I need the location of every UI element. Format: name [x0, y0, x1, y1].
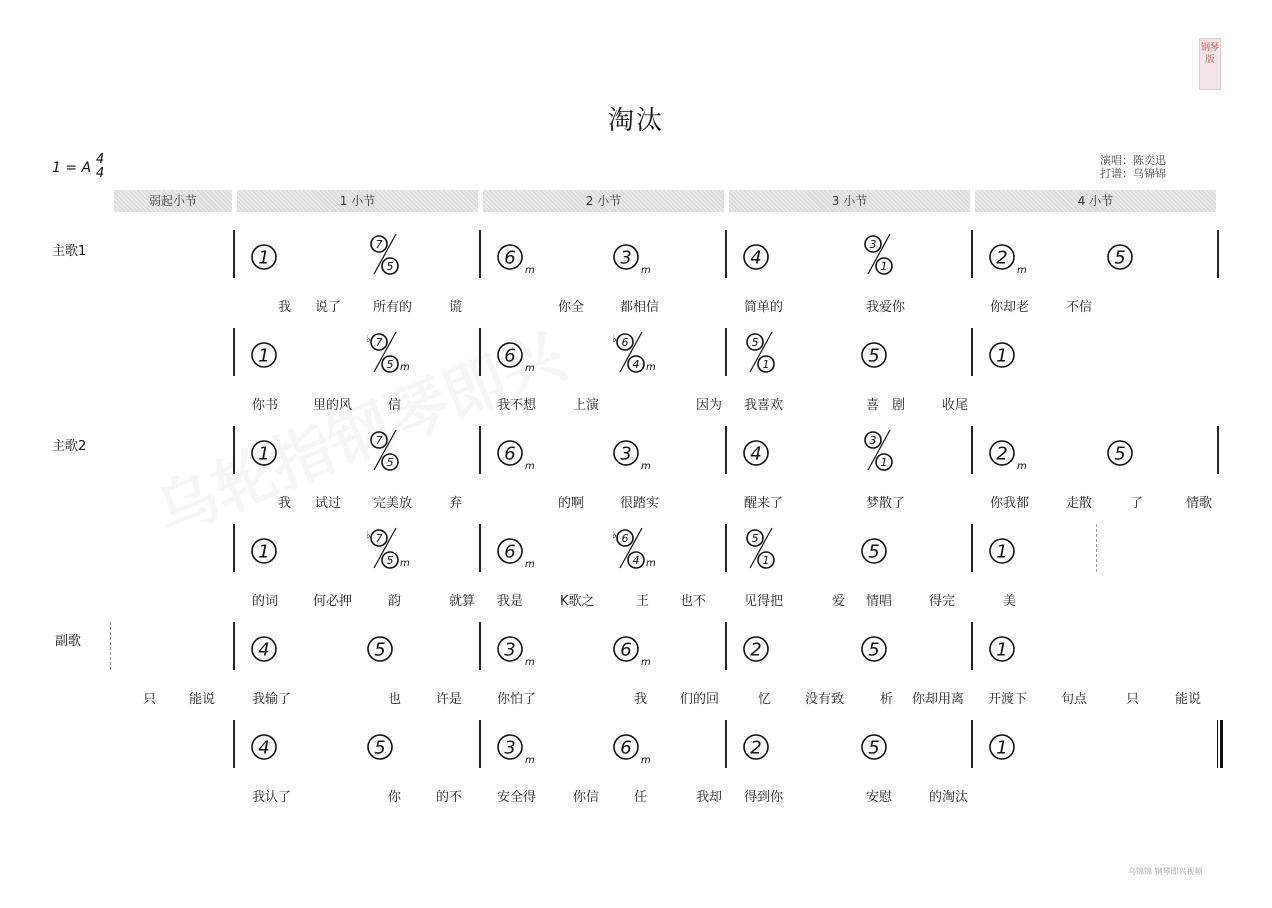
chord-3-2-root-number: 6: [504, 541, 516, 563]
chord-glyph: [986, 720, 1046, 768]
chord-glyph: [494, 426, 554, 474]
barline: [479, 720, 481, 768]
barline: [971, 230, 973, 278]
lyric-word: 谎: [449, 300, 463, 315]
chord-4-6-root-number: 1: [996, 639, 1008, 661]
chord-0-2-root-number: 6: [504, 247, 516, 269]
lyric-word: 我: [278, 300, 292, 315]
chord-0-5-upper-number: 3: [869, 237, 877, 251]
chord-symbol: [248, 622, 308, 670]
chord-5-0-root-number: 4: [258, 737, 270, 759]
lyric-word: 何必押: [313, 594, 353, 609]
chord-2-1-upper-number: 7: [375, 433, 383, 447]
chord-glyph: [364, 426, 424, 474]
chord-0-1-upper-number: 7: [375, 237, 383, 251]
chord-symbol: [364, 426, 424, 474]
chord-symbol: [740, 426, 800, 474]
lyric-word: 析: [880, 692, 894, 707]
chord-glyph: [858, 426, 918, 474]
section-label-chorus: 副歌: [55, 634, 82, 649]
lyric-word: 忆: [758, 692, 772, 707]
chord-glyph: [858, 524, 918, 572]
chord-4-2-minor: m: [525, 657, 535, 668]
chord-0-4-root-number: 4: [750, 247, 762, 269]
lyric-word: 我爱你: [866, 300, 906, 315]
lyric-word: 你怕了: [497, 692, 537, 707]
chord-symbol: [248, 524, 308, 572]
chord-glyph: [364, 720, 424, 768]
chord-glyph: [610, 622, 670, 670]
lyric-word: 任: [634, 790, 648, 805]
chord-1-1-minor: m: [400, 362, 410, 373]
final-barline-thin: [1217, 720, 1218, 768]
lyric-word: 王: [636, 594, 650, 609]
lyric-word: 句点: [1061, 692, 1088, 707]
version-stamp: 钢琴版: [1199, 38, 1221, 90]
chord-glyph: [986, 524, 1046, 572]
chord-0-3-root-number: 3: [620, 247, 632, 269]
lyric-word: 很踏实: [620, 496, 660, 511]
header-measure-1: 1 小节: [237, 190, 478, 212]
lyric-word: 简单的: [744, 300, 784, 315]
chord-symbol: [986, 524, 1046, 572]
chord-glyph: [494, 622, 554, 670]
chord-4-3-minor: m: [641, 657, 651, 668]
header-measure-4: 4 小节: [975, 190, 1216, 212]
lyric-word: 所有的: [373, 300, 413, 315]
lyric-word: 里的风: [313, 398, 353, 413]
chord-symbol: [364, 524, 424, 572]
final-barline-thick: [1220, 720, 1223, 768]
chord-symbol: [740, 328, 800, 376]
lyric-word: 安慰: [866, 790, 893, 805]
chord-glyph: [858, 622, 918, 670]
chord-3-1-flat: ♭: [366, 530, 371, 541]
section-label-verse1: 主歌1: [52, 244, 87, 259]
chord-symbol: [610, 230, 670, 278]
lyric-word: 你全: [558, 300, 585, 315]
chord-symbol: [494, 230, 554, 278]
lyric-word: 也不: [680, 594, 707, 609]
chord-4-2-root-number: 3: [504, 639, 516, 661]
chord-2-5-lower-number: 1: [880, 455, 888, 469]
chord-3-5-root-number: 5: [868, 541, 880, 563]
lyric-word: 试过: [315, 496, 342, 511]
lyric-word: 我不想: [497, 398, 537, 413]
page-title: 淘汰: [607, 106, 664, 136]
chord-3-3-lower-number: 4: [632, 553, 640, 567]
time-signature-bottom: 4: [96, 166, 105, 181]
barline-dashed: [1096, 524, 1097, 572]
chord-5-3-root-number: 6: [620, 737, 632, 759]
footer-text: 乌锦锦 钢琴即兴视频: [1128, 867, 1203, 876]
chord-2-6-root-number: 2: [996, 443, 1008, 465]
time-signature-top: 4: [96, 152, 105, 167]
lyric-word: 我喜欢: [744, 398, 784, 413]
chord-glyph: [986, 426, 1046, 474]
lyric-word: 能说: [1175, 692, 1202, 707]
lyric-word: 你信: [573, 790, 600, 805]
chord-symbol: [494, 426, 554, 474]
chord-4-3-root-number: 6: [620, 639, 632, 661]
lyric-word: 的淘汰: [929, 790, 969, 805]
chord-glyph: [740, 230, 800, 278]
chord-glyph: [858, 720, 918, 768]
lyric-word: 了: [1130, 496, 1144, 511]
chord-glyph: [1104, 426, 1164, 474]
lyric-word: 情歌: [1186, 496, 1213, 511]
credits: [1100, 154, 1166, 180]
chord-2-2-root-number: 6: [504, 443, 516, 465]
chord-3-4-lower-number: 1: [762, 553, 770, 567]
chord-glyph: [986, 622, 1046, 670]
barline: [971, 524, 973, 572]
chord-3-1-minor: m: [400, 558, 410, 569]
chord-glyph: [494, 524, 554, 572]
lyric-word: 梦散了: [866, 496, 906, 511]
chord-2-3-root-number: 3: [620, 443, 632, 465]
barline: [1217, 230, 1219, 278]
barline: [479, 328, 481, 376]
chord-symbol: [1104, 426, 1164, 474]
lyric-word: 我认了: [252, 790, 292, 805]
barline: [725, 524, 727, 572]
chord-1-2-root-number: 6: [504, 345, 516, 367]
chord-4-0-root-number: 4: [258, 639, 270, 661]
chord-symbol: [610, 426, 670, 474]
chord-symbol: [986, 328, 1046, 376]
chord-glyph: [986, 328, 1046, 376]
barline: [725, 622, 727, 670]
chord-glyph: [364, 328, 424, 376]
lyric-word: 得到你: [744, 790, 784, 805]
chord-symbol: [248, 720, 308, 768]
barline: [725, 328, 727, 376]
chord-2-1-lower-number: 5: [386, 455, 394, 469]
lyric-word: 能说: [189, 692, 216, 707]
chord-1-1-flat: ♭: [366, 334, 371, 345]
chord-5-3-minor: m: [641, 755, 651, 766]
lyric-word: 的啊: [558, 496, 585, 511]
chord-symbol: [494, 622, 554, 670]
chord-4-4-root-number: 2: [750, 639, 762, 661]
chord-glyph: [740, 524, 800, 572]
barline: [233, 230, 235, 278]
lyric-word: 信: [388, 398, 402, 413]
chord-symbol: [494, 328, 554, 376]
chord-glyph: [248, 426, 308, 474]
chord-2-5-upper-number: 3: [869, 433, 877, 447]
chord-symbol: [494, 720, 554, 768]
chord-symbol: [858, 524, 918, 572]
chord-1-3-minor: m: [646, 362, 656, 373]
chord-glyph: [740, 720, 800, 768]
lyric-word: 我: [634, 692, 648, 707]
chord-1-4-upper-number: 5: [751, 335, 759, 349]
barline: [971, 720, 973, 768]
chord-1-4-lower-number: 1: [762, 357, 770, 371]
chord-1-3-flat: ♭: [612, 334, 617, 345]
lyric-word: 美: [1003, 594, 1017, 609]
chord-3-4-upper-number: 5: [751, 531, 759, 545]
chord-0-7-root-number: 5: [1114, 247, 1126, 269]
time-signature: [96, 153, 104, 181]
chord-5-2-root-number: 3: [504, 737, 516, 759]
chord-symbol: [248, 426, 308, 474]
header-measure-3: 3 小节: [729, 190, 970, 212]
chord-1-3-lower-number: 4: [632, 357, 640, 371]
lyric-word: 我却: [696, 790, 723, 805]
chord-3-1-upper-number: 7: [375, 531, 383, 545]
barline: [233, 720, 235, 768]
chord-1-3-upper-number: 6: [621, 335, 629, 349]
lyric-word: 我是: [497, 594, 524, 609]
chord-glyph: [740, 622, 800, 670]
lyric-word: 也: [388, 692, 402, 707]
chord-4-1-root-number: 5: [374, 639, 386, 661]
lyric-word: K歌之: [560, 594, 595, 609]
chord-5-1-root-number: 5: [374, 737, 386, 759]
chord-symbol: [610, 622, 670, 670]
lyric-word: 完美放: [373, 496, 413, 511]
chord-3-3-flat: ♭: [612, 530, 617, 541]
barline: [233, 426, 235, 474]
chord-symbol: [494, 524, 554, 572]
barline: [479, 622, 481, 670]
lyric-word: 你: [388, 790, 402, 805]
chord-symbol: [986, 720, 1046, 768]
chord-glyph: [364, 622, 424, 670]
lyric-word: 你书: [252, 398, 279, 413]
barline: [971, 622, 973, 670]
chord-5-5-root-number: 5: [868, 737, 880, 759]
lyric-word: 们的回: [680, 692, 720, 707]
chord-glyph: [248, 524, 308, 572]
chord-glyph: [248, 328, 308, 376]
chord-symbol: [364, 328, 424, 376]
chord-5-6-root-number: 1: [996, 737, 1008, 759]
chord-0-5-lower-number: 1: [880, 259, 888, 273]
arranger-credit: 打谱：乌锦锦: [1100, 167, 1166, 180]
barline: [1217, 426, 1219, 474]
chord-1-2-minor: m: [525, 363, 535, 374]
barline: [233, 622, 235, 670]
chord-symbol: [858, 328, 918, 376]
chord-symbol: [364, 622, 424, 670]
chord-symbol: [248, 230, 308, 278]
chord-symbol: [858, 230, 918, 278]
chord-0-6-minor: m: [1017, 265, 1027, 276]
chord-symbol: [610, 328, 670, 376]
lyric-word: 喜: [866, 398, 880, 413]
chord-glyph: [248, 230, 308, 278]
lyric-word: 只: [1126, 692, 1140, 707]
lyric-word: 没有致: [805, 692, 845, 707]
lyric-word: 剧: [892, 398, 906, 413]
chord-glyph: [248, 622, 308, 670]
lyric-word: 得完: [929, 594, 956, 609]
chord-0-1-lower-number: 5: [386, 259, 394, 273]
chord-1-0-root-number: 1: [258, 345, 270, 367]
header-measure-2: 2 小节: [483, 190, 724, 212]
barline-pickup-dashed: [110, 622, 111, 670]
chord-glyph: [610, 426, 670, 474]
chord-2-2-minor: m: [525, 461, 535, 472]
lyric-word: 的词: [252, 594, 279, 609]
lyric-word: 走散: [1066, 496, 1093, 511]
chord-glyph: [610, 328, 670, 376]
key-signature: 1 = A: [52, 160, 92, 176]
lyric-word: 安全得: [497, 790, 537, 805]
chord-5-4-root-number: 2: [750, 737, 762, 759]
lyric-word: 都相信: [620, 300, 660, 315]
chord-3-6-root-number: 1: [996, 541, 1008, 563]
chord-glyph: [986, 230, 1046, 278]
chord-glyph: [858, 230, 918, 278]
chord-3-2-minor: m: [525, 559, 535, 570]
chord-3-1-lower-number: 5: [386, 553, 394, 567]
chord-symbol: [610, 524, 670, 572]
barline: [479, 426, 481, 474]
chord-0-3-minor: m: [641, 265, 651, 276]
chord-2-6-minor: m: [1017, 461, 1027, 472]
chord-2-7-root-number: 5: [1114, 443, 1126, 465]
chord-0-2-minor: m: [525, 265, 535, 276]
chord-glyph: [610, 720, 670, 768]
chord-glyph: [740, 328, 800, 376]
singer-credit: 演唱：陈奕迅: [1100, 154, 1166, 167]
chord-glyph: [248, 720, 308, 768]
chord-symbol: [858, 426, 918, 474]
lyric-word: 你却用离: [912, 692, 965, 707]
chord-2-0-root-number: 1: [258, 443, 270, 465]
barline: [725, 426, 727, 474]
lyric-word: 只: [143, 692, 157, 707]
chord-symbol: [986, 426, 1046, 474]
lyric-word: 开渡下: [988, 692, 1028, 707]
barline: [233, 328, 235, 376]
chord-glyph: [494, 230, 554, 278]
lyric-word: 说了: [315, 300, 342, 315]
barline: [971, 426, 973, 474]
lyric-word: 收尾: [942, 398, 969, 413]
chord-glyph: [364, 230, 424, 278]
chord-symbol: [740, 720, 800, 768]
lyric-word: 醒来了: [744, 496, 784, 511]
chord-3-3-minor: m: [646, 558, 656, 569]
chord-1-6-root-number: 1: [996, 345, 1008, 367]
chord-symbol: [858, 720, 918, 768]
lyric-word: 许是: [436, 692, 463, 707]
lyric-word: 韵: [388, 594, 402, 609]
barline: [725, 230, 727, 278]
chord-1-1-lower-number: 5: [386, 357, 394, 371]
lyric-word: 因为: [696, 398, 723, 413]
lyric-word: 爱: [832, 594, 846, 609]
chord-3-0-root-number: 1: [258, 541, 270, 563]
lyric-word: 见得把: [744, 594, 784, 609]
chord-0-6-root-number: 2: [996, 247, 1008, 269]
chord-glyph: [740, 426, 800, 474]
lyric-word: 弃: [449, 496, 463, 511]
chord-symbol: [740, 230, 800, 278]
chord-symbol: [858, 622, 918, 670]
lyric-word: 上演: [573, 398, 600, 413]
lyric-word: 我: [278, 496, 292, 511]
chord-glyph: [858, 328, 918, 376]
chord-4-5-root-number: 5: [868, 639, 880, 661]
chord-glyph: [364, 524, 424, 572]
chord-symbol: [364, 720, 424, 768]
chord-glyph: [610, 524, 670, 572]
chord-0-0-root-number: 1: [258, 247, 270, 269]
chord-1-1-upper-number: 7: [375, 335, 383, 349]
chord-2-3-minor: m: [641, 461, 651, 472]
chord-2-4-root-number: 4: [750, 443, 762, 465]
chord-symbol: [364, 230, 424, 278]
lyric-word: 的不: [436, 790, 463, 805]
chord-5-2-minor: m: [525, 755, 535, 766]
chord-1-5-root-number: 5: [868, 345, 880, 367]
chord-glyph: [610, 230, 670, 278]
lyric-word: 不信: [1066, 300, 1093, 315]
lyric-word: 情唱: [866, 594, 893, 609]
chord-symbol: [610, 720, 670, 768]
chord-symbol: [740, 622, 800, 670]
barline: [971, 328, 973, 376]
section-label-verse2: 主歌2: [52, 439, 87, 454]
chord-symbol: [1104, 230, 1164, 278]
chord-glyph: [494, 328, 554, 376]
chord-glyph: [1104, 230, 1164, 278]
chord-glyph: [494, 720, 554, 768]
chord-symbol: [986, 622, 1046, 670]
barline: [479, 524, 481, 572]
chord-symbol: [740, 524, 800, 572]
lyric-word: 就算: [449, 594, 476, 609]
header-pickup-measure: 弱起小节: [114, 190, 232, 212]
chord-3-3-upper-number: 6: [621, 531, 629, 545]
barline: [725, 720, 727, 768]
chord-symbol: [248, 328, 308, 376]
lyric-word: 你却老: [990, 300, 1030, 315]
barline: [479, 230, 481, 278]
barline: [233, 524, 235, 572]
chord-symbol: [986, 230, 1046, 278]
lyric-word: 你我都: [990, 496, 1030, 511]
lyric-word: 我输了: [252, 692, 292, 707]
